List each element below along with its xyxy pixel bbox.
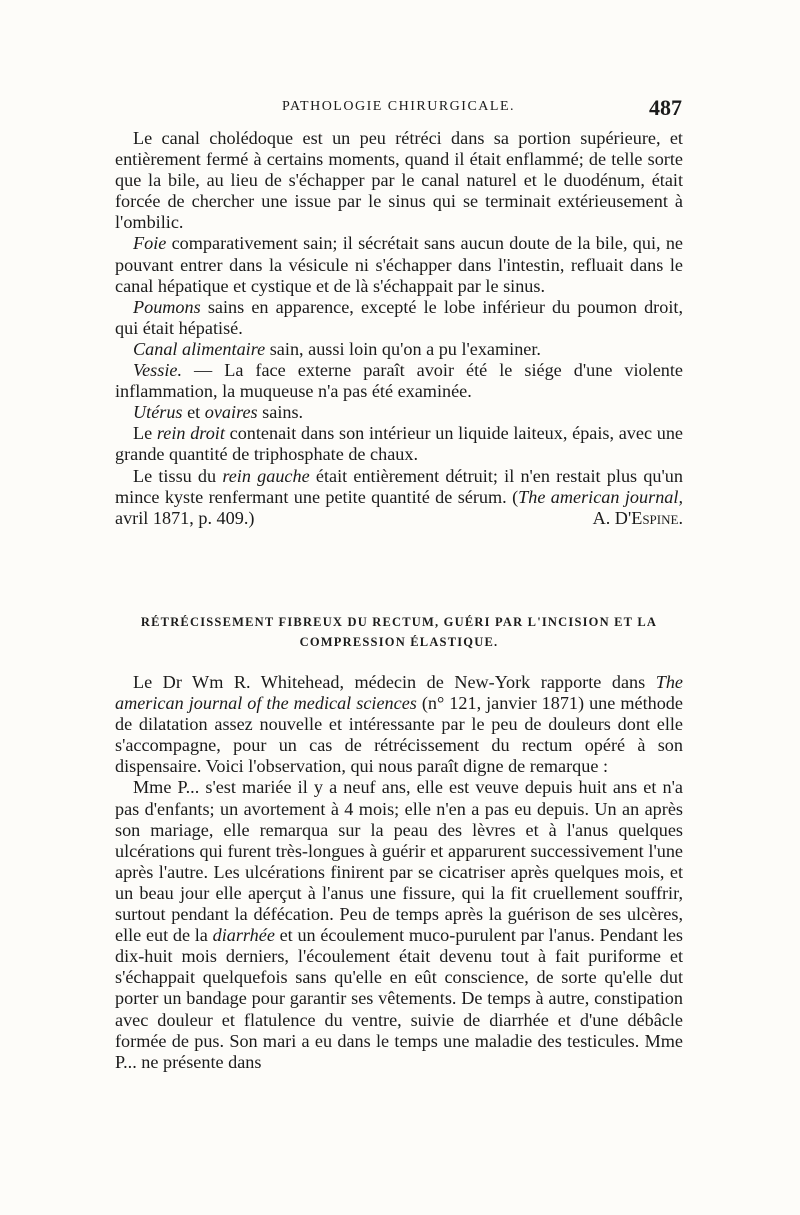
page-header [115,95,682,121]
paragraph-foie [115,233,683,296]
paragraph-observation [115,777,683,1072]
label-rein-droit: rein droit [156,423,225,444]
running-title: PATHOLOGIE CHIRURGICALE. [281,99,516,114]
text-canal-alimentaire: sain, aussi loin qu'on a pu l'examiner. [265,338,541,359]
section-title [115,612,683,652]
text-whitehead-lead: Le Dr Wm R. Whitehead, médecin de New-York rapporte dans [133,672,656,692]
section-title-line2: COMPRESSION ÉLASTIQUE. [299,635,499,649]
text-poumons: sains en apparence, excepté le lobe inférieur du poumon droit, qui était hépatisé. [115,296,683,338]
text-uterus-mid: et [182,402,205,423]
label-rein-gauche: rein gauche [222,465,310,486]
text-observation-lead: Mme P... s'est mariée il y a neuf ans, elle est veuve depuis huit ans et n'a pas d'enfants; un avortement à 4 mois; elle n'en a pas eu depuis. Un an après son mariage, elle remarqua sur la peau des lèvres et à l'anus quelques ulcérations qui furent très-longues à guérir et apparurent successivement l'une après l'autre. Les ulcérations finirent par se cicatriser après quelques mois, et un beau jour elle aperçut à l'anus une fissure, qui la fit cruellement souffrir, surtout pendant la défécation. Peu de temps après la guérison de ses ulcères, elle eut de la [115,777,683,946]
text-whitehead: (n° 121, janvier 1871) une méthode de dilatation assez nouvelle et intéressante par le peu de douleurs dont elle s'accompagne, pour un cas de rétrécissement du rectum opéré à son dispensaire. Voici l'observation, qui nous paraît digne de remarque : [115,693,683,777]
paragraph-whitehead [115,672,683,777]
label-foie: Foie [133,233,167,254]
paragraph-uterus [115,402,683,423]
paragraph-vessie [115,360,683,402]
paragraph-rein-gauche [115,466,683,529]
paragraph-rein-droit [115,423,683,465]
text-rein-gauche: était entièrement détruit; il n'en restait plus qu'un mince kyste renfermant une petite quantité de sérum. ( [115,465,683,507]
citation-journal: The american journal, [518,486,683,507]
text-foie: comparativement sain; il sécrétait sans aucun doute de la bile, qui, ne pouvant entrer dans la vésicule ni s'échapper dans l'intestin, refluait dans le canal hépatique et cystique et de là s'échappait par le sinus. [115,233,683,296]
author-signature: A. D'Espine. [592,507,683,528]
paragraph-poumons [115,297,683,339]
label-vessie: Vessie. [133,360,182,381]
autopsy-text [115,128,683,529]
label-ovaires: ovaires [204,402,258,423]
text-vessie: — La face externe paraît avoir été le siége d'une violente inflammation, la muqueuse n'a pas été examinée. [115,360,683,402]
text-rein-droit: contenait dans son intérieur un liquide laiteux, épais, avec une grande quantité de triphosphate de chaux. [115,423,684,465]
text-uterus: sains. [257,402,304,423]
label-canal-alimentaire: Canal alimentaire [133,338,266,359]
citation-reference: avril 1871, p. 409.) [115,507,255,528]
text-rein-droit-lead: Le [133,423,157,444]
text-rein-gauche-lead: Le tissu du [133,465,223,486]
journal-title: The american journal of the medical sciences [115,672,683,714]
section-title-line1: RÉTRÉCISSEMENT FIBREUX DU RECTUM, GUÉRI PAR L'INCISION ET LA [140,615,658,629]
page-number: 487 [649,95,682,120]
paragraph-canal: Le canal cholédoque est un peu rétréci dans sa portion supérieure, et entièrement fermé à certains moments, quand il était enflammé; de telle sorte que la bile, au lieu de s'échapper par le canal naturel et le duodénum, était forcée de chercher une issue par le sinus qui se terminait extérieusement à l'ombilic. [115,128,683,233]
term-diarrhee: diarrhée [212,925,275,946]
label-poumons: Poumons [133,296,201,317]
label-uterus: Utérus [133,402,183,423]
text-observation: et un écoulement muco-purulent par l'anus. Pendant les dix-huit mois derniers, l'écoulement était devenu tout à fait puriforme et s'échappait quelquefois sans qu'elle en eût conscience, de sorte qu'elle dut porter un bandage pour garantir ses vêtements. De temps à autre, constipation avec douleur et flatulence du ventre, suivie de diarrhée et d'une débâcle formée de pus. Son mari a eu dans le temps une maladie des testicules. Mme P... ne présente dans [115,925,683,1072]
paragraph-canal-alimentaire [115,339,683,360]
rectum-text [115,672,683,1073]
